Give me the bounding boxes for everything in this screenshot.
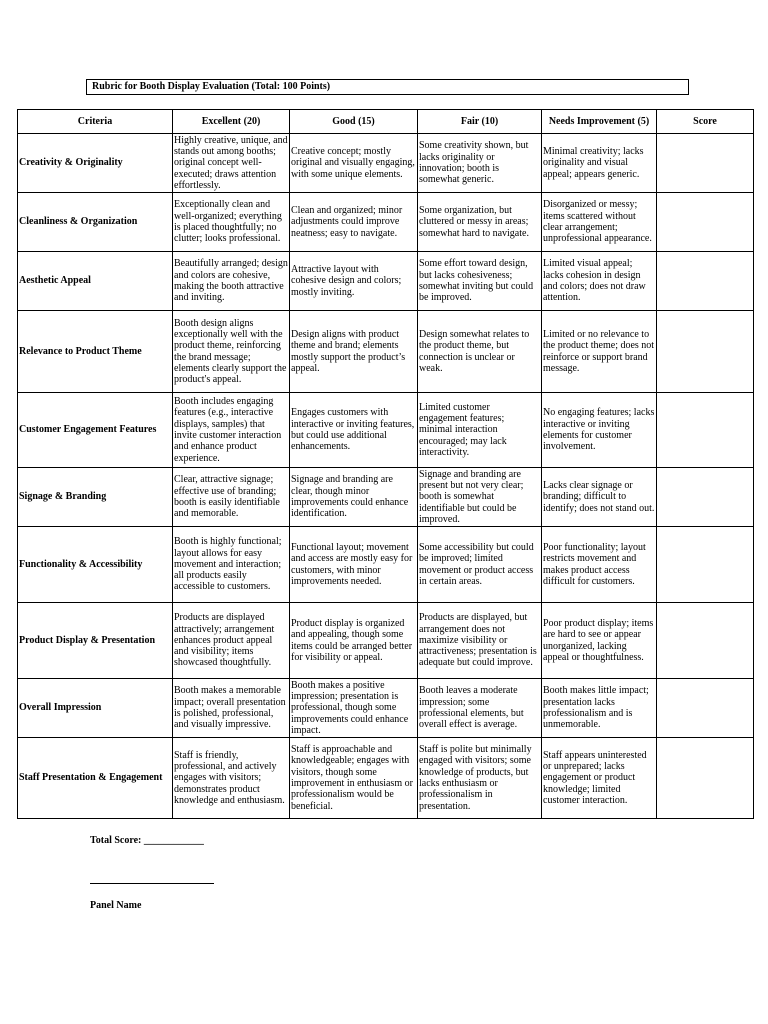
good-cell: Functional layout; movement and access are mostly easy for customers, with minor improvements needed. xyxy=(290,527,418,603)
criteria-cell: Creativity & Originality xyxy=(18,134,173,193)
criteria-cell: Functionality & Accessibility xyxy=(18,527,173,603)
criteria-cell: Signage & Branding xyxy=(18,468,173,527)
rubric-table xyxy=(17,109,754,819)
table-row xyxy=(18,134,754,193)
table-row xyxy=(18,738,754,819)
signature-line xyxy=(90,883,214,884)
header-needs-improvement: Needs Improvement (5) xyxy=(542,110,657,134)
needs-improvement-cell: Minimal creativity; lacks originality and visual appeal; appears generic. xyxy=(542,134,657,193)
good-cell: Creative concept; mostly original and visually engaging, with some unique elements. xyxy=(290,134,418,193)
header-excellent: Excellent (20) xyxy=(173,110,290,134)
excellent-cell: Staff is friendly, professional, and actively engages with visitors; demonstrates product knowledge and enthusiasm. xyxy=(173,738,290,819)
fair-cell: Some accessibility but could be improved; limited movement or product access in certain areas. xyxy=(418,527,542,603)
score-cell xyxy=(657,134,754,193)
excellent-cell: Booth includes engaging features (e.g., interactive displays, samples) that invite customer interaction and enhance product experience. xyxy=(173,393,290,468)
criteria-cell: Relevance to Product Theme xyxy=(18,311,173,393)
fair-cell: Design somewhat relates to the product theme, but connection is unclear or weak. xyxy=(418,311,542,393)
header-criteria: Criteria xyxy=(18,110,173,134)
good-cell: Product display is organized and appealing, though some items could be arranged better for visibility or appeal. xyxy=(290,603,418,679)
score-cell xyxy=(657,527,754,603)
header-good: Good (15) xyxy=(290,110,418,134)
table-row xyxy=(18,393,754,468)
excellent-cell: Exceptionally clean and well-organized; everything is placed thoughtfully; no clutter; looks professional. xyxy=(173,193,290,252)
header-score: Score xyxy=(657,110,754,134)
table-row xyxy=(18,527,754,603)
needs-improvement-cell: Poor functionality; layout restricts movement and makes product access difficult for customers. xyxy=(542,527,657,603)
good-cell: Staff is approachable and knowledgeable; engages with visitors, though some improvement in enthusiasm or professionalism would be beneficial. xyxy=(290,738,418,819)
needs-improvement-cell: Limited visual appeal; lacks cohesion in design and colors; does not draw attention. xyxy=(542,252,657,311)
good-cell: Attractive layout with cohesive design and colors; mostly inviting. xyxy=(290,252,418,311)
score-cell xyxy=(657,393,754,468)
fair-cell: Some effort toward design, but lacks cohesiveness; somewhat inviting but could be improved. xyxy=(418,252,542,311)
header-row xyxy=(18,110,754,134)
score-cell xyxy=(657,252,754,311)
criteria-cell: Product Display & Presentation xyxy=(18,603,173,679)
good-cell: Engages customers with interactive or inviting features, but could use additional enhancements. xyxy=(290,393,418,468)
excellent-cell: Products are displayed attractively; arrangement enhances product appeal and visibility; items showcased thoughtfully. xyxy=(173,603,290,679)
good-cell: Booth makes a positive impression; presentation is professional, though some improvements could enhance impact. xyxy=(290,679,418,738)
good-cell: Design aligns with product theme and brand; elements mostly support the product’s appeal. xyxy=(290,311,418,393)
header-fair: Fair (10) xyxy=(418,110,542,134)
fair-cell: Some creativity shown, but lacks originality or innovation; booth is somewhat generic. xyxy=(418,134,542,193)
table-row xyxy=(18,252,754,311)
needs-improvement-cell: Staff appears uninterested or unprepared; lacks engagement or product knowledge; limited customer interaction. xyxy=(542,738,657,819)
needs-improvement-cell: Poor product display; items are hard to see or appear unorganized, lacking appeal or thoughtfulness. xyxy=(542,603,657,679)
table-row xyxy=(18,603,754,679)
table-row xyxy=(18,311,754,393)
table-row xyxy=(18,679,754,738)
score-cell xyxy=(657,603,754,679)
table-row xyxy=(18,468,754,527)
needs-improvement-cell: Disorganized or messy; items scattered without clear arrangement; unprofessional appearance. xyxy=(542,193,657,252)
fair-cell: Signage and branding are present but not very clear; booth is somewhat identifiable but could be improved. xyxy=(418,468,542,527)
fair-cell: Booth leaves a moderate impression; some professional elements, but overall effect is average. xyxy=(418,679,542,738)
criteria-cell: Cleanliness & Organization xyxy=(18,193,173,252)
excellent-cell: Booth design aligns exceptionally well with the product theme, reinforcing the brand message; elements clearly support the product's appeal. xyxy=(173,311,290,393)
excellent-cell: Beautifully arranged; design and colors are cohesive, making the booth attractive and inviting. xyxy=(173,252,290,311)
excellent-cell: Booth makes a memorable impact; overall presentation is polished, professional, and visually impressive. xyxy=(173,679,290,738)
fair-cell: Some organization, but cluttered or messy in areas; somewhat hard to navigate. xyxy=(418,193,542,252)
panel-name-label: Panel Name xyxy=(90,900,142,911)
score-cell xyxy=(657,311,754,393)
excellent-cell: Highly creative, unique, and stands out among booths; original concept well-executed; draws attention effortlessly. xyxy=(174,134,288,191)
score-cell xyxy=(657,193,754,252)
needs-improvement-cell: No engaging features; lacks interactive or inviting elements for customer involvement. xyxy=(542,393,657,468)
fair-cell: Staff is polite but minimally engaged with visitors; some knowledge of products, but lacks enthusiasm or professionalism in presentation. xyxy=(418,738,542,819)
needs-improvement-cell: Limited or no relevance to the product theme; does not reinforce or support brand message. xyxy=(542,311,657,393)
needs-improvement-cell: Lacks clear signage or branding; difficult to identify; does not stand out. xyxy=(542,468,657,527)
excellent-cell: Clear, attractive signage; effective use of branding; booth is easily identifiable and memorable. xyxy=(173,468,290,527)
excellent-cell: Booth is highly functional; layout allows for easy movement and interaction; all products easily accessible to customers. xyxy=(173,527,290,603)
score-cell xyxy=(657,679,754,738)
criteria-cell: Aesthetic Appeal xyxy=(18,252,173,311)
rubric-title: Rubric for Booth Display Evaluation (Total: 100 Points) xyxy=(86,79,689,95)
criteria-cell: Overall Impression xyxy=(18,679,173,738)
needs-improvement-cell: Booth makes little impact; presentation lacks professionalism and is unmemorable. xyxy=(542,679,657,738)
table-row xyxy=(18,193,754,252)
criteria-cell: Customer Engagement Features xyxy=(18,393,173,468)
fair-cell: Products are displayed, but arrangement does not maximize visibility or attractiveness; presentation is adequate but could improve. xyxy=(418,603,542,679)
fair-cell: Limited customer engagement features; minimal interaction encouraged; may lack interactivity. xyxy=(418,393,542,468)
total-score-line: Total Score: ____________ xyxy=(90,835,204,846)
score-cell xyxy=(657,468,754,527)
criteria-cell: Staff Presentation & Engagement xyxy=(18,738,173,819)
score-cell xyxy=(657,738,754,819)
good-cell: Clean and organized; minor adjustments could improve neatness; easy to navigate. xyxy=(290,193,418,252)
good-cell: Signage and branding are clear, though minor improvements could enhance identification. xyxy=(290,468,418,527)
